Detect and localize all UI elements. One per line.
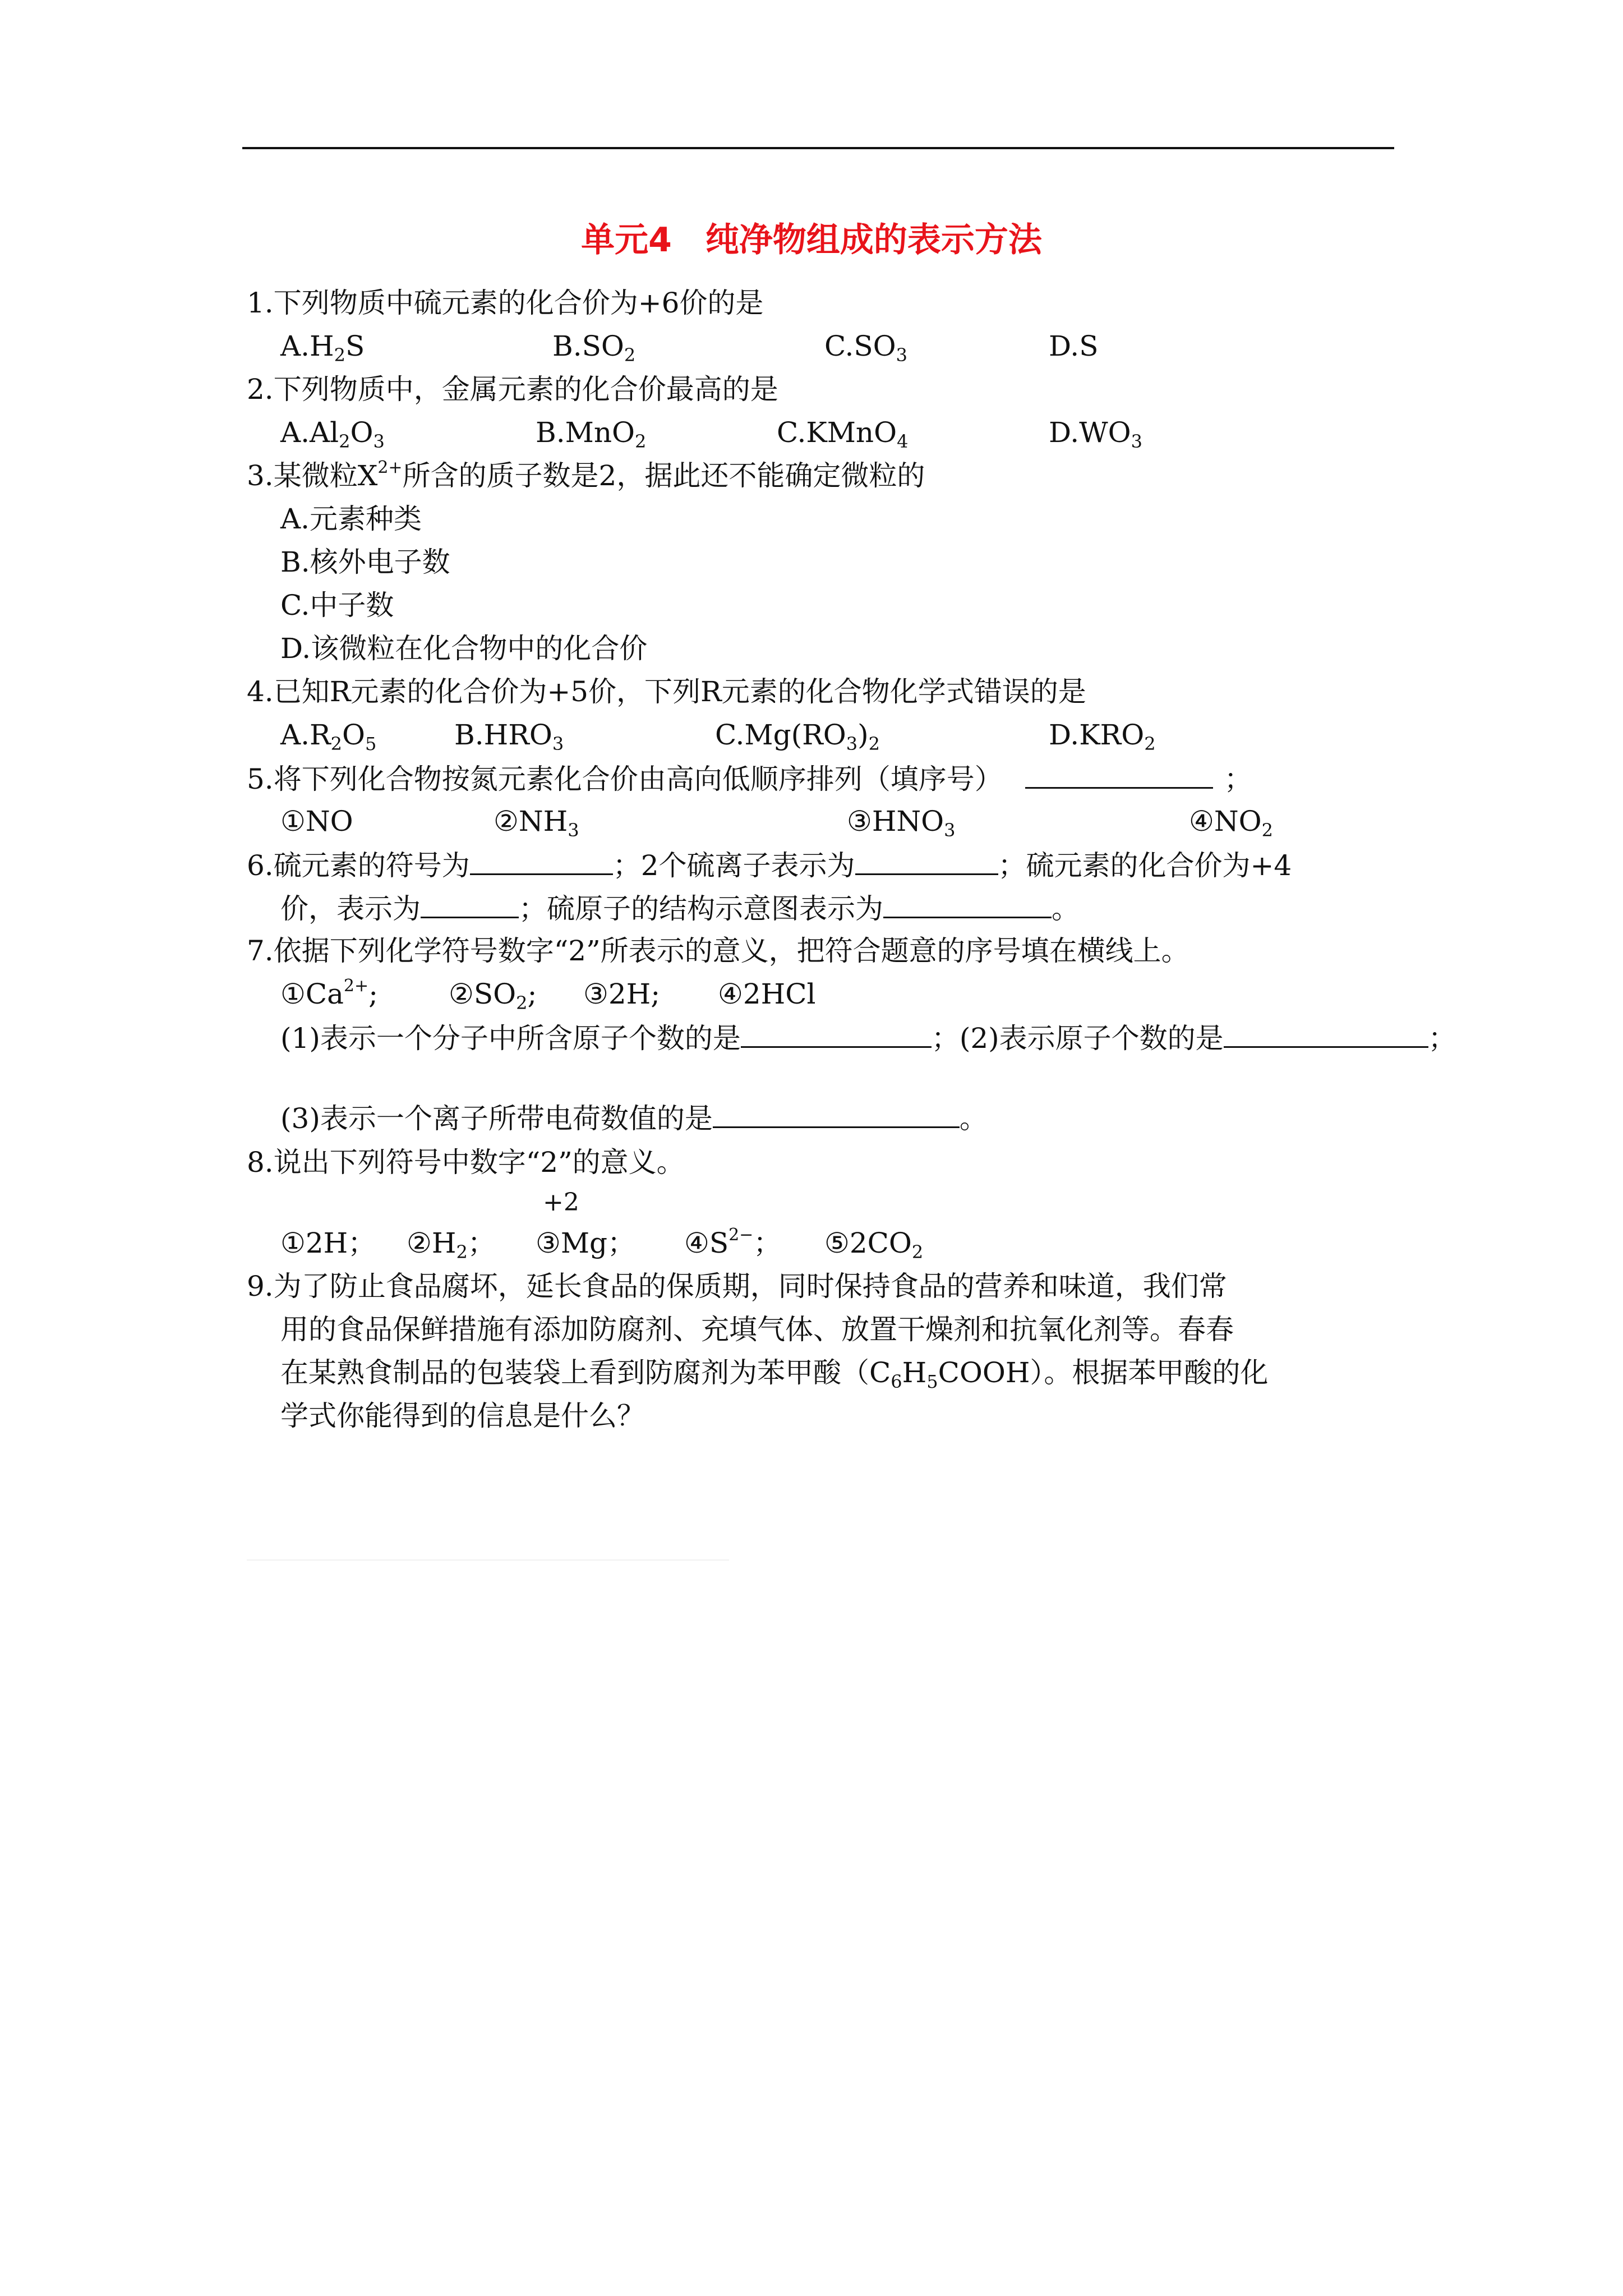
q3-option-c: C.中子数 (280, 589, 394, 622)
q9-line-4: 学式你能得到的信息是什么？ (280, 1400, 645, 1432)
q5-option-3: $③HNO_3$ (847, 805, 956, 841)
q6-line-2: 价，表示为 ；硫原子的结构示意图表示为 。 (280, 890, 1080, 927)
q9-line-1: 9.为了防止食品腐坏，延长食品的保质期，同时保持食品的营养和味道，我们常 (247, 1270, 1227, 1303)
q7-options (280, 976, 1290, 1012)
q6-line-1: 6.硫元素的符号为 ；2个硫离子表示为 ；硫元素的化合价为+4 (247, 846, 1292, 884)
q7-option-3: ③2H; (583, 978, 661, 1010)
q8-option-2: $②H_2$； (407, 1227, 496, 1263)
q4-stem: 4.已知R元素的化合价为+5价，下列R元素的化合物化学式错误的是 (247, 675, 1086, 708)
page-title: 单元4 纯净物组成的表示方法 (581, 220, 1042, 260)
q7-option-1: $①Ca^{2+}$; (280, 976, 378, 1010)
q2-option-d: $D.WO_3$ (1049, 416, 1142, 452)
q3-option-a: A.元素种类 (280, 503, 422, 535)
q7-option-2: $②SO_2$; (449, 978, 537, 1014)
q4-option-d: $D.KRO_2$ (1049, 719, 1156, 754)
q1-option-c: $C.SO_3$ (824, 330, 907, 366)
q6-blank-valence[interactable] (421, 890, 519, 918)
q2-option-b: B.MnO$_2$ (536, 416, 647, 452)
q7-option-4: ④2HCl (718, 978, 816, 1010)
q1-option-a: $A.H_2S$ (280, 330, 365, 366)
q2-option-a: $A.Al_2O_3$ (280, 416, 385, 452)
q3-option-d: D.该微粒在化合物中的化合价 (280, 632, 648, 665)
q7-sub-1-2: (1)表示一个分子中所含原子个数的是 ；(2)表示原子个数的是 ； (280, 1019, 1456, 1056)
q4-option-a: $A.R_2O_5$ (280, 719, 377, 754)
q6-blank-diagram[interactable] (883, 890, 1052, 918)
q5-answer-blank[interactable] (1025, 760, 1213, 789)
q6-blank-ions[interactable] (855, 846, 998, 875)
q5-options (280, 803, 1346, 839)
q7-blank-3[interactable] (713, 1099, 960, 1128)
q5-option-4: $④NO_2$ (1189, 805, 1273, 841)
q2-option-c: C.KMnO$_4$ (777, 416, 909, 452)
q7-stem: 7.依据下列化学符号数字“2”所表示的意义，把符合题意的序号填在横线上。 (247, 935, 1189, 967)
q2-options (280, 415, 1290, 450)
q3-option-b: B.核外电子数 (280, 546, 450, 578)
q8-option-5: $⑤2CO_2$ (824, 1227, 924, 1263)
q6-blank-symbol[interactable] (470, 846, 613, 875)
q2-stem: 2.下列物质中，金属元素的化合价最高的是 (247, 373, 778, 406)
q3-stem: 3.某微粒$X^{2+}$所含的质子数是2，据此还不能确定微粒的 (247, 458, 925, 492)
q4-option-c: $C.Mg(RO_3)_2$ (715, 719, 880, 754)
q4-option-b: $B.HRO_3$ (454, 719, 564, 754)
q9-line-2: 用的食品保鲜措施有添加防腐剂、充填气体、放置干燥剂和抗氧化剂等。春春 (280, 1313, 1234, 1346)
q8-valence-mark: +2 (543, 1188, 579, 1217)
q1-stem: 1.下列物质中硫元素的化合价为+6价的是 (247, 287, 764, 319)
q8-options (280, 1225, 1290, 1261)
header-rule (242, 147, 1394, 149)
q8-stem: 8.说出下列符号中数字“2”的意义。 (247, 1146, 685, 1179)
q5-option-1: ①NO (280, 805, 353, 838)
q5-option-2: $②NH_3$ (494, 805, 579, 841)
q9-line-3: 在某熟食制品的包装袋上看到防腐剂为苯甲酸$(C_6H_5COOH)$。根据苯甲酸的化 (280, 1356, 1269, 1392)
q1-option-d: D.S (1049, 330, 1099, 362)
q7-blank-1[interactable] (741, 1019, 932, 1048)
faint-scan-line (247, 1559, 729, 1561)
q8-option-1: ①2H； (280, 1227, 376, 1259)
q1-options (280, 328, 1290, 364)
q4-options (280, 717, 1290, 753)
q8-option-4: $④S^{2-}$； (684, 1225, 782, 1259)
q7-sub-3: (3)表示一个离子所带电荷数值的是 。 (280, 1099, 988, 1137)
q1-option-b: $B.SO_2$ (552, 330, 636, 366)
q7-blank-2[interactable] (1224, 1019, 1428, 1048)
q5-stem: 5.将下列化合物按氮元素化合价由高向低顺序排列（填序号） ； (247, 760, 1252, 797)
q8-option-3: ③Mg； (536, 1227, 636, 1259)
